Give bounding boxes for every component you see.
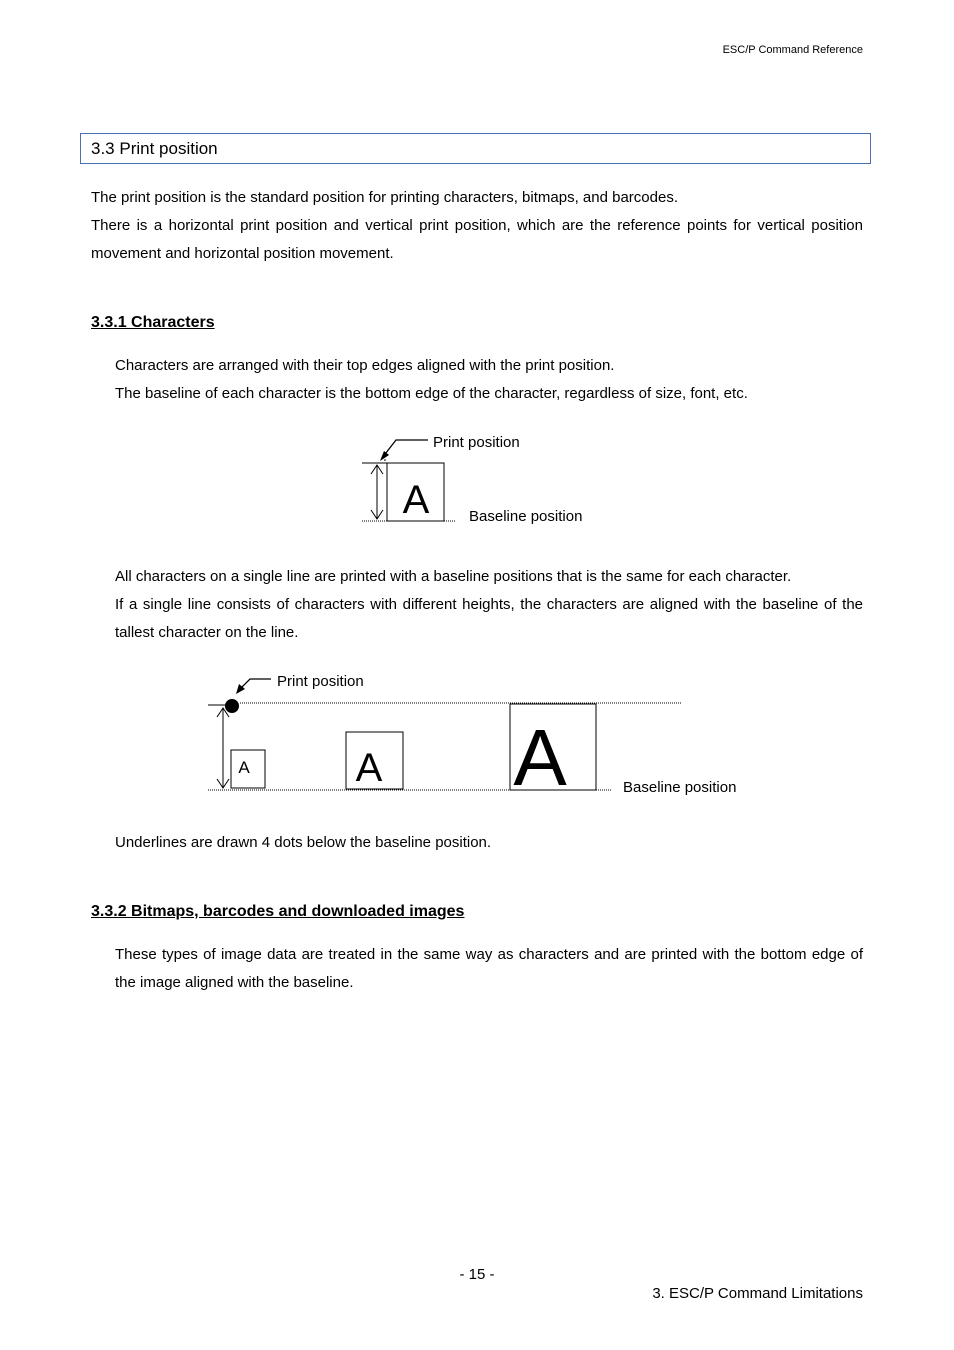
- print-position-label: Print position: [433, 434, 520, 451]
- print-position-dot: [225, 699, 239, 713]
- intro-paragraph: [91, 184, 863, 268]
- chapter-footer: 3. ESC/P Command Limitations: [652, 1285, 863, 1302]
- print-position-diagram-1: [350, 428, 610, 532]
- underline-note: Underlines are drawn 4 dots below the baseline position.: [115, 834, 492, 851]
- medium-character-glyph: A: [355, 746, 383, 790]
- characters-paragraph-1: [115, 352, 863, 408]
- baseline-line-1: All characters on a single line are printed with a baseline positions that is the same for each character.: [115, 568, 792, 585]
- print-position-label: Print position: [277, 673, 364, 690]
- baseline-position-label: Baseline position: [469, 508, 583, 525]
- baseline-position-label: Baseline position: [623, 779, 737, 796]
- print-position-diagram-2: [200, 665, 760, 800]
- bitmaps-paragraph: These types of image data are treated in the same way as characters and are printed with the bottom edge of the image aligned with the baseline.: [115, 946, 863, 991]
- intro-line-2: There is a horizontal print position and vertical print position, which are the reference points for vertical position movement and horizontal position movement.: [91, 217, 863, 262]
- page-number: - 15 -: [459, 1266, 495, 1283]
- characters-paragraph-2: [115, 563, 863, 647]
- small-character-glyph: A: [238, 758, 250, 777]
- running-header: ESC/P Command Reference: [722, 44, 863, 56]
- pointer-line: [382, 440, 428, 458]
- large-character-glyph: A: [513, 713, 567, 800]
- heading-bitmaps: 3.3.2 Bitmaps, barcodes and downloaded images: [91, 903, 465, 920]
- intro-line-1: The print position is the standard position for printing characters, bitmaps, and barcodes.: [91, 189, 678, 206]
- baseline-line-2: If a single line consists of characters with different heights, the characters are aligned with the baseline of the tallest character on the line.: [115, 596, 863, 641]
- characters-line-2: The baseline of each character is the bottom edge of the character, regardless of size, font, etc.: [115, 385, 748, 402]
- character-glyph: A: [402, 478, 430, 522]
- heading-characters: 3.3.1 Characters: [91, 314, 215, 331]
- section-title-box: 3.3 Print position: [80, 133, 871, 164]
- characters-line-1: Characters are arranged with their top edges aligned with the print position.: [115, 357, 615, 374]
